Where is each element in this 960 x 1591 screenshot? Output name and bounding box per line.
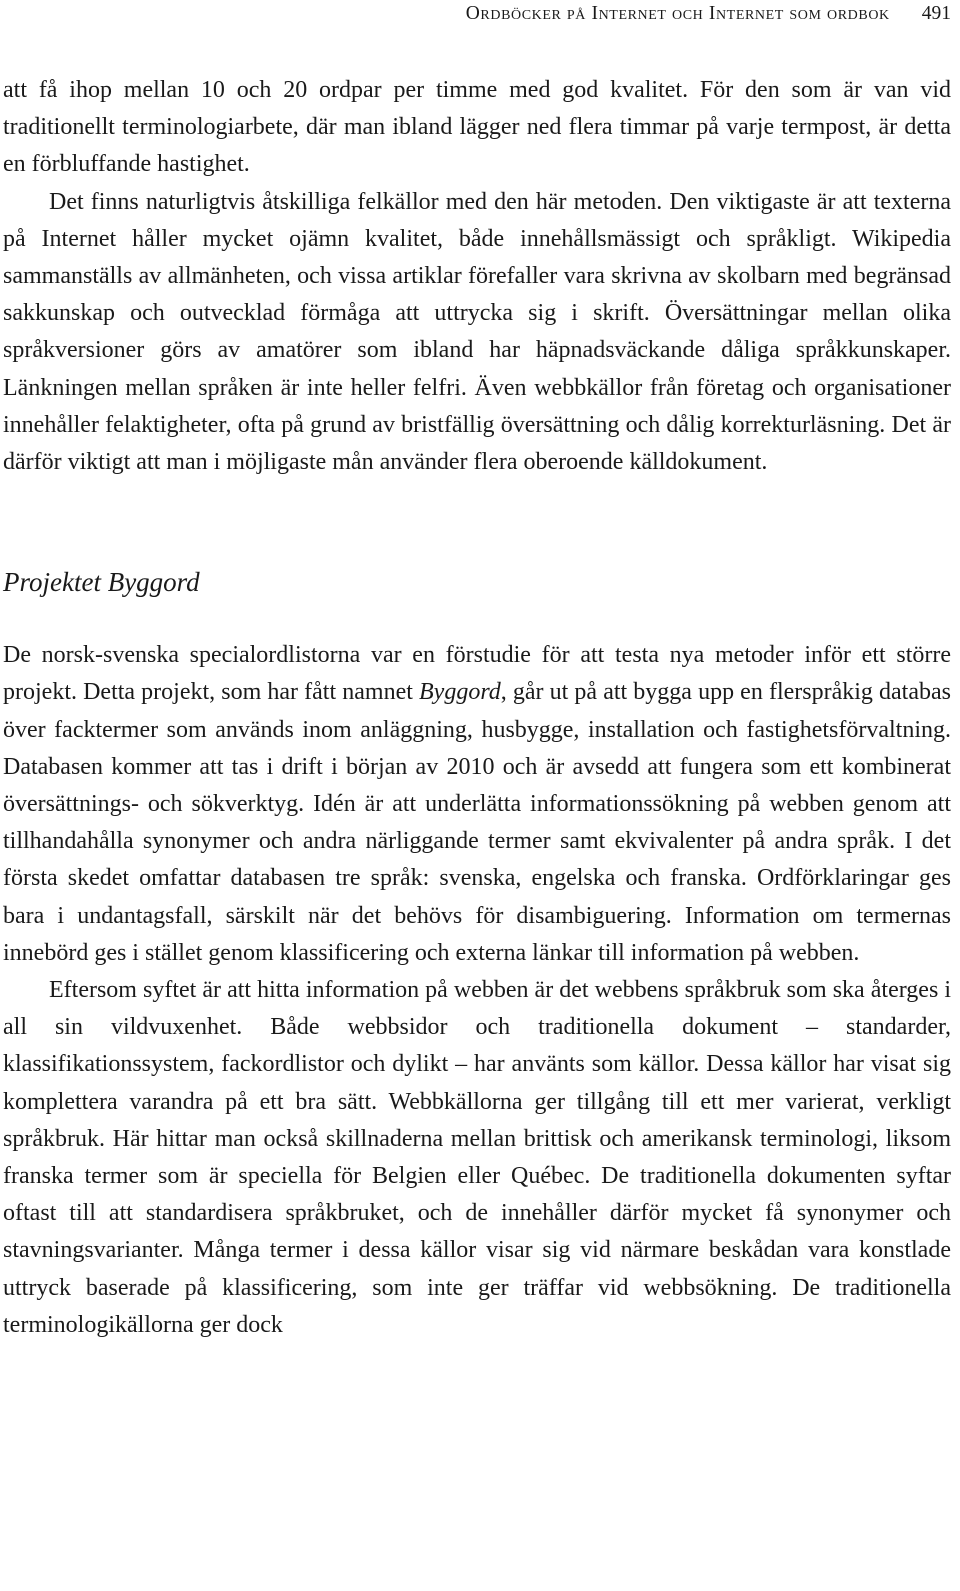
page-number: 491	[921, 3, 951, 24]
paragraph-3	[3, 637, 951, 972]
section-heading: Projektet Byggord	[3, 567, 200, 598]
body-text	[3, 72, 951, 1344]
paragraph-4: Eftersom syftet är att hitta information på webben är det webbens språkbruk som ska återges i all sin vildvuxenhet. Både webbsidor och traditionella dokument – standarder, klassifikationssystem, fackordlistor och dylikt – har använts som källor. Dessa källor har visat sig komplettera varandra på ett bra sätt. Webbkällorna ger tillgång till ett mer varierat, verkligt språkbruk. Här hittar man också skillnaderna mellan brittisk och amerikansk terminologi, liksom franska termer som är speciella för Belgien eller Québec. De traditionella dokumenten syftar oftast till att standardisera språkbruket, och de innehåller därför mycket få synonymer och stavningsvarianter. Många termer i dessa källor visar sig vid närmare beskådan vara konstlade uttryck baserade på klassificering, som inte ger träffar vid webbsökning. De traditionella terminologikällorna ger dock	[3, 977, 951, 1338]
paragraph-3-part-2: , går ut på att bygga upp en flerspråkig databas över facktermer som används inom anläggning, husbygge, installation och fastighetsförvaltning. Databasen kommer att tas i drift i början av 2010 och är avsedd att fungera som ett kombinerat översättnings- och sökverktyg. Idén är att underlätta informationssökning på webben genom att tillhandahålla synonymer och andra närliggande termer samt ekvivalenter på andra språk. I det första skedet omfattar databasen tre språk: svenska, engelska och franska. Ordförklaringar ges bara i undantagsfall, särskilt när det behövs för disambiguering. Information om termernas innebörd ges i stället genom klassificering och externa länkar till information på webben.	[3, 679, 951, 966]
paragraph-3-part-1: De norsk-svenska specialordlistorna var en förstudie för att testa nya metoder inför ett större projekt. Detta projekt, som har fått namnet	[3, 642, 951, 706]
running-head	[466, 2, 951, 26]
paragraph-2: Det finns naturligtvis åtskilliga felkällor med den här metoden. Den viktigaste är att texterna på Internet håller mycket ojämn kvalitet, både innehållsmässigt och språkligt. Wikipedia sammanställs av allmänheten, och vissa artiklar förefaller vara skrivna av skolbarn med begränsad sakkunskap och outvecklad förmåga att uttrycka sig i skrift. Översättningar mellan olika språkversioner görs av amatörer som ibland har häpnadsväckande dåliga språkkunskaper. Länkningen mellan språken är inte heller felfri. Även webbkällor från företag och organisationer innehåller felaktigheter, ofta på grund av bristfällig översättning och dålig korrekturläsning. Det är därför viktigt att man i möjligaste mån använder flera oberoende källdokument.	[3, 188, 951, 476]
paragraph-1: att få ihop mellan 10 och 20 ordpar per timme med god kvalitet. För den som är van vid traditionellt terminologiarbete, där man ibland lägger ned flera timmar på varje termpost, är detta en förbluffande hastighet.	[3, 77, 951, 178]
project-name-italic: Byggord	[419, 679, 501, 706]
running-head-title: Ordböcker på Internet och Internet som ordbok	[465, 3, 890, 24]
